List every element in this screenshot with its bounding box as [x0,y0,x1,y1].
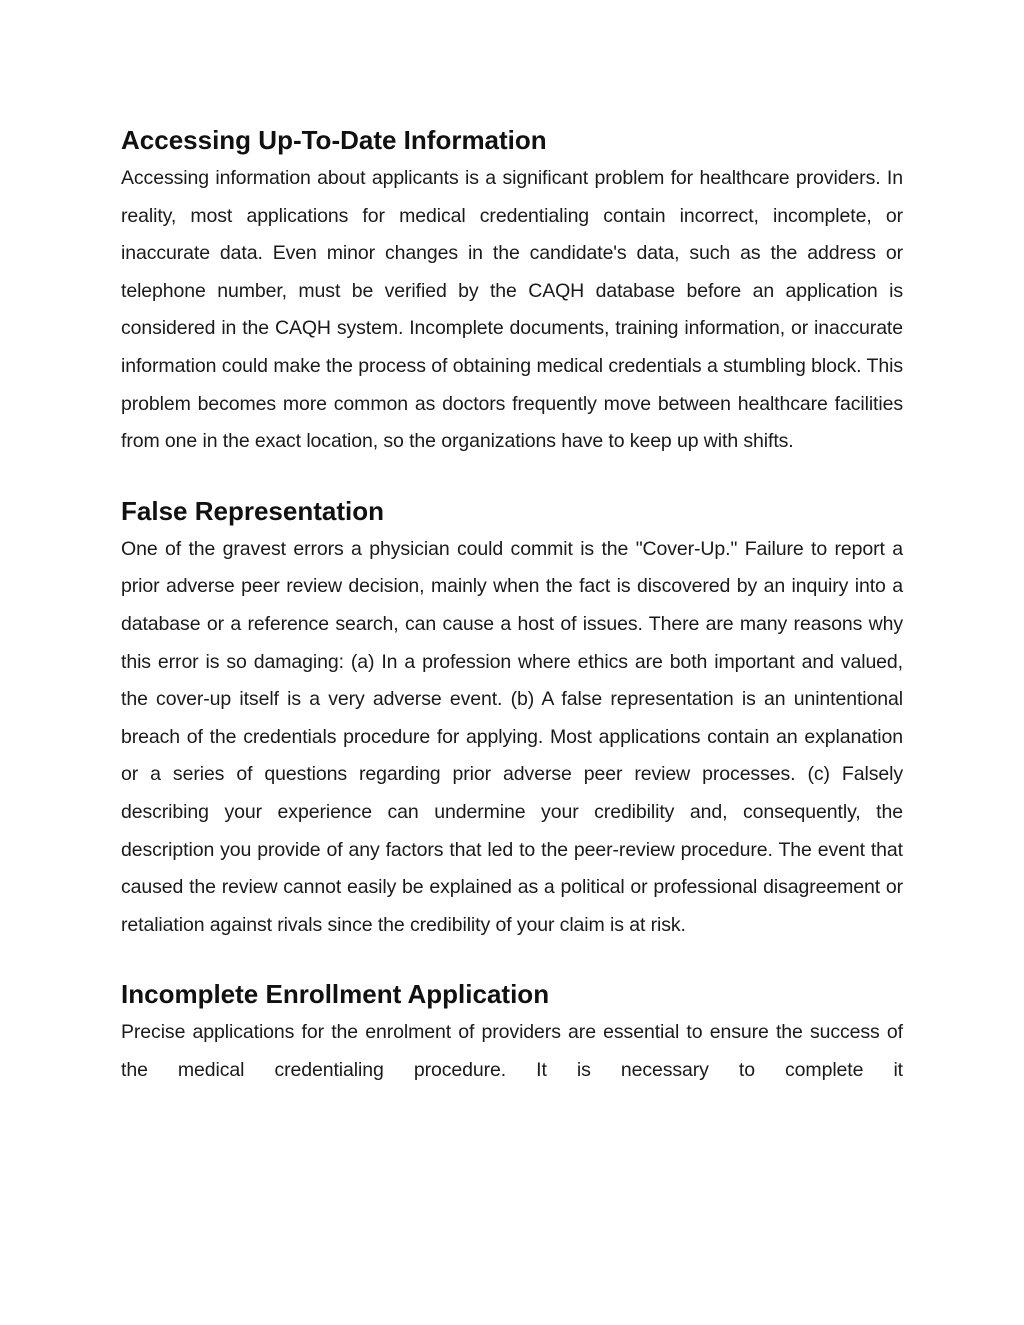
section-paragraph: One of the gravest errors a physician could commit is the "Cover-Up." Failure to report a prior adverse peer review decision, mainly when the fact is discovered by an inquiry into a database or a reference search, can cause a host of issues. There are many reasons why this error is so damaging: (a) In a profession where ethics are both important and valued, the cover-up itself is a very adverse event. (b) A false representation is an unintentional breach of the credentials procedure for applying. Most applications contain an explanation or a series of questions regarding prior adverse peer review processes. (c) Falsely describing your experience can undermine your credibility and, consequently, the description you provide of any factors that led to the peer-review procedure. The event that caused the review cannot easily be explained as a political or professional disagreement or retaliation against rivals since the credibility of your claim is at risk. [121,537,903,936]
section-heading: Accessing Up-To-Date Information [121,125,547,155]
section-false-representation [121,493,903,945]
section-paragraph: Accessing information about applicants is a significant problem for healthcare providers. In reality, most applications for medical credentialing contain incorrect, incomplete, or inaccurate data. Even minor changes in the candidate's data, such as the address or telephone number, must be verified by the CAQH database before an application is considered in the CAQH system. Incomplete documents, training information, or inaccurate information could make the process of obtaining medical credentials a stumbling block. This problem becomes more common as doctors frequently move between healthcare facilities from one in the exact location, so the organizations have to keep up with shifts. [121,167,903,453]
section-heading: Incomplete Enrollment Application [121,979,550,1010]
section-paragraph: Precise applications for the enrolment of providers are essential to ensure the success of the medical credentialing procedure. It is necessary to complete it [121,1021,903,1081]
document-page [121,122,903,1089]
section-heading: False Representation [121,495,384,526]
section-incomplete-enrollment [121,976,903,1089]
section-accessing-information [121,122,903,461]
